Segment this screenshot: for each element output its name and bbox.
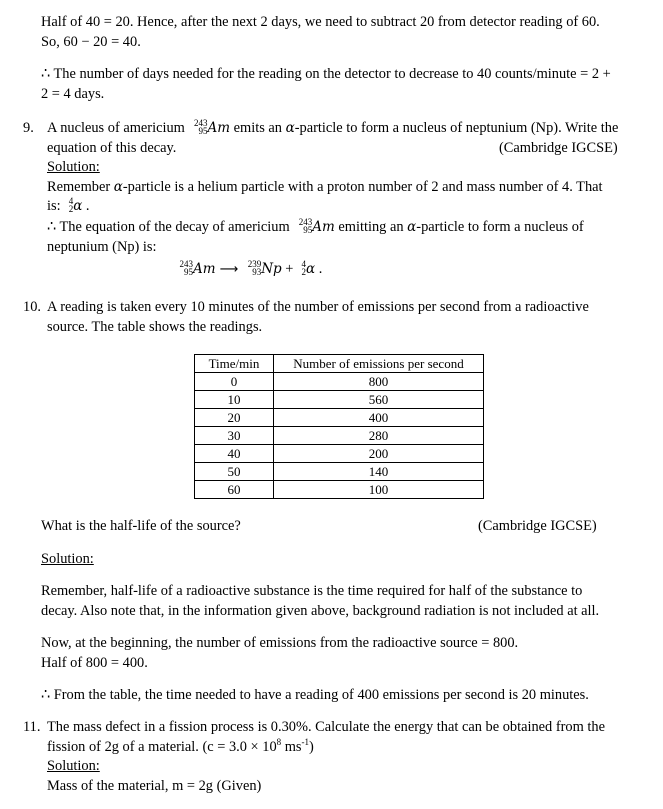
intro-line-3: ∴ The number of days needed for the reading on the detector to decrease to 40 counts/minute = 2 + xyxy=(41,66,611,82)
emissions-cell: 100 xyxy=(274,481,484,499)
time-cell: 10 xyxy=(195,391,274,409)
question-9-solution-line-3: ∴ The equation of the decay of americium 243 95 Am emitting an α-particle to form a nucleus of xyxy=(47,217,584,235)
reaction-arrow: ⟶ xyxy=(219,262,239,277)
intro-line-2: So, 60 − 20 = 40. xyxy=(41,34,141,50)
time-cell: 40 xyxy=(195,445,274,463)
question-11-line-2: fission of 2g of a material. ($c = 3.0 \times 10^8$ $ms^{-1}$) xyxy=(47,737,314,755)
column-header-emissions: Number of emissions per second xyxy=(274,355,484,373)
time-cell: 60 xyxy=(195,481,274,499)
column-header-time: Time/min xyxy=(195,355,274,373)
question-9-solution-line-4: neptunium (Np) is: xyxy=(47,239,157,255)
helium-nuclide: 4 2 xyxy=(68,196,74,214)
helium-nuclide: 4 2 xyxy=(301,259,306,277)
question-10-line-2: source. The table shows the readings. xyxy=(47,319,263,335)
decay-equation: 243 95 Am ⟶ 239 93 Np + 4 2 α . xyxy=(174,259,322,280)
question-9-line-1: A nucleus of americium 243 95 Am emits an α-particle to form a nucleus of neptunium (Np). Write the xyxy=(47,118,619,136)
question-11-number: 11. xyxy=(23,719,41,735)
table-row xyxy=(195,391,484,409)
question-10-solution-line-5: ∴ From the table, the time needed to have a reading of 400 emissions per second is 20 minutes. xyxy=(41,687,589,703)
emissions-table xyxy=(194,354,484,499)
question-10-question: What is the half-life of the source? xyxy=(41,518,241,534)
time-cell: 50 xyxy=(195,463,274,481)
table-header-row xyxy=(195,355,484,373)
question-11-solution-label: Solution: xyxy=(47,758,100,774)
question-10-solution-line-1: Remember, half-life of a radioactive substance is the time required for half of the substance to xyxy=(41,583,583,599)
intro-line-4: 2 = 4 days. xyxy=(41,86,105,102)
question-10-source: (Cambridge IGCSE) xyxy=(478,518,597,534)
question-9-solution-label: Solution: xyxy=(47,159,100,175)
table-row xyxy=(195,463,484,481)
question-10-solution-label: Solution: xyxy=(41,551,94,567)
americium-nuclide: 243 95 xyxy=(179,259,193,277)
question-11-solution-line-1: Mass of the material, m = 2g (Given) xyxy=(47,778,262,794)
table-row xyxy=(195,427,484,445)
table-row xyxy=(195,373,484,391)
emissions-cell: 140 xyxy=(274,463,484,481)
time-cell: 20 xyxy=(195,409,274,427)
question-10-line-1: A reading is taken every 10 minutes of the number of emissions per second from a radioactive xyxy=(47,299,589,315)
time-cell: 0 xyxy=(195,373,274,391)
table-row xyxy=(195,409,484,427)
question-9-source: (Cambridge IGCSE) xyxy=(499,140,618,156)
emissions-cell: 280 xyxy=(274,427,484,445)
time-cell: 30 xyxy=(195,427,274,445)
question-10-solution-line-2: decay. Also note that, in the information given above, background radiation is not included at all. xyxy=(41,603,600,619)
intro-line-1: Half of 40 = 20. Hence, after the next 2 days, we need to subtract 20 from detector reading of 60. xyxy=(41,14,600,30)
table-row xyxy=(195,481,484,499)
emissions-cell: 560 xyxy=(274,391,484,409)
question-10-solution-line-4: Half of 800 = 400. xyxy=(41,655,148,671)
question-10-number: 10. xyxy=(23,299,41,315)
americium-nuclide: 243 95 xyxy=(193,118,208,136)
emissions-cell: 400 xyxy=(274,409,484,427)
emissions-cell: 200 xyxy=(274,445,484,463)
table-row xyxy=(195,445,484,463)
question-9-line-2: equation of this decay. xyxy=(47,140,177,156)
question-10-solution-line-3: Now, at the beginning, the number of emissions from the radioactive source = 800. xyxy=(41,635,519,651)
question-11-line-1: The mass defect in a fission process is 0.30%. Calculate the energy that can be obtained from the xyxy=(47,719,605,735)
question-9-number: 9. xyxy=(23,120,34,136)
emissions-cell: 800 xyxy=(274,373,484,391)
americium-nuclide: 243 95 xyxy=(298,217,313,235)
neptunium-nuclide: 239 93 xyxy=(247,259,262,277)
question-9-solution-line-1: Remember α-particle is a helium particle with a proton number of 2 and mass number of 4. That xyxy=(47,179,603,195)
question-9-solution-line-2: is: 4 2 α . xyxy=(47,196,90,214)
